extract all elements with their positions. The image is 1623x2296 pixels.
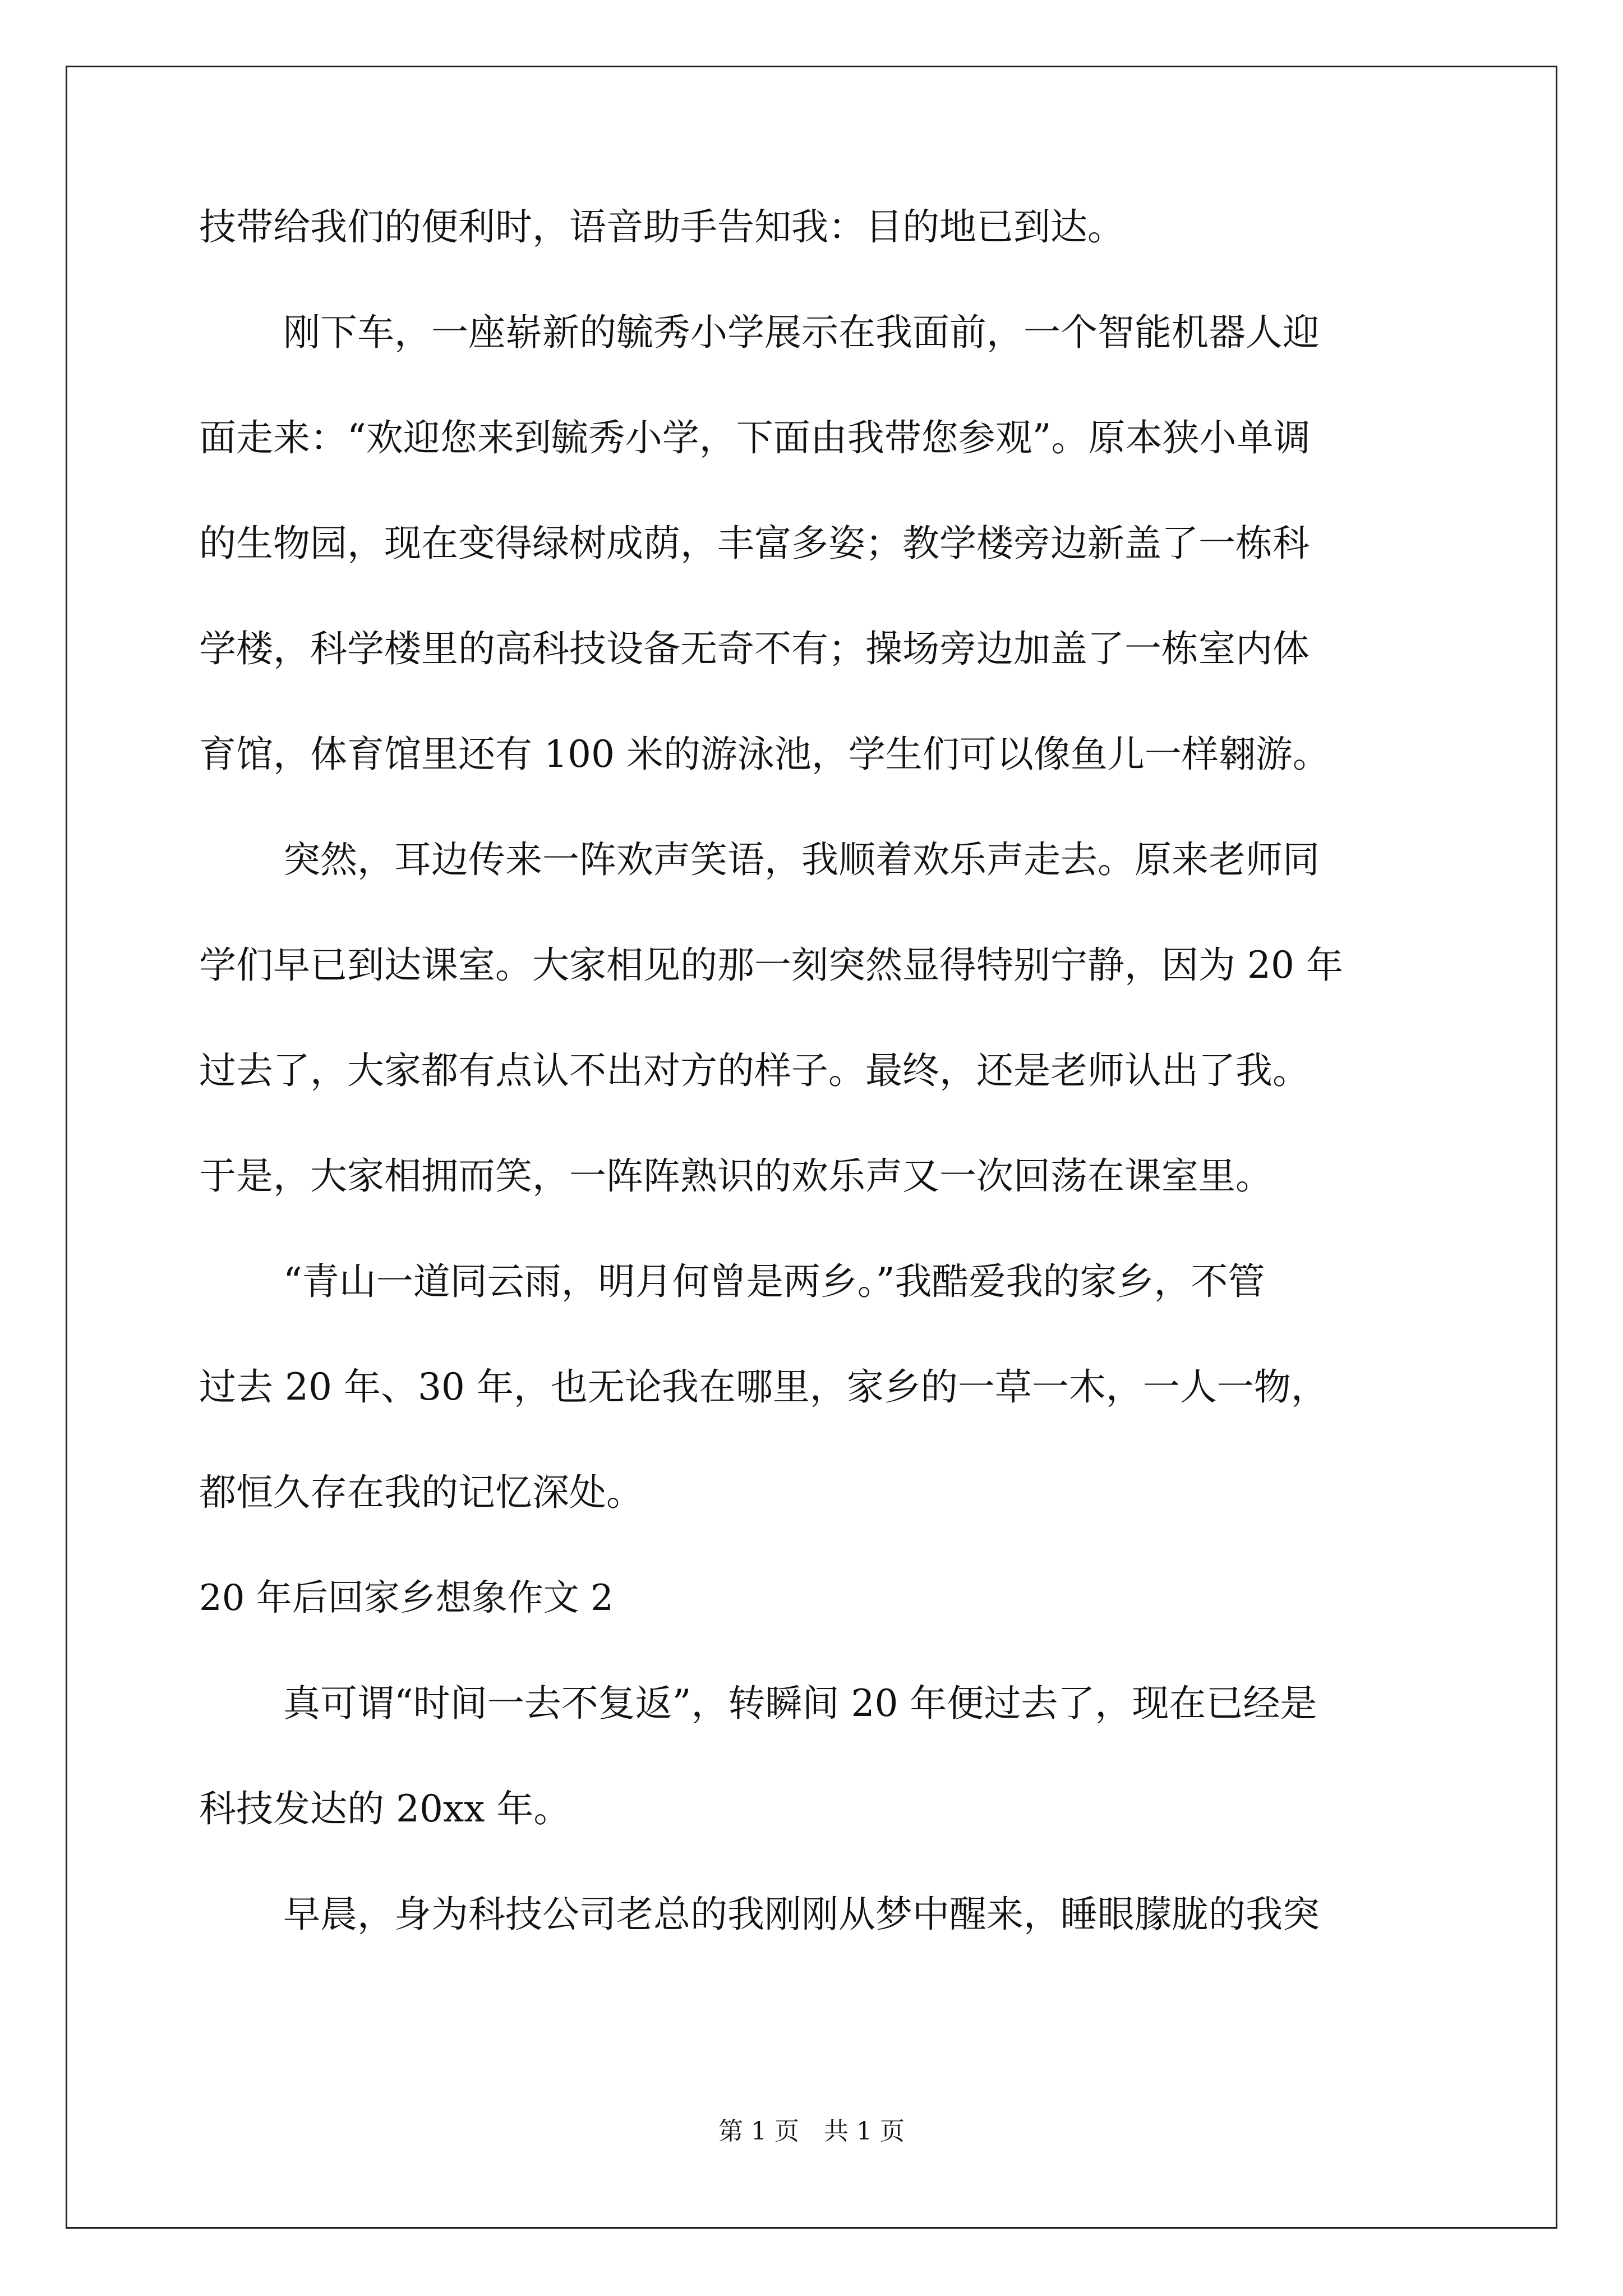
paragraph-start-line: 刚下车，一座崭新的毓秀小学展示在我面前，一个智能机器人迎	[283, 311, 1320, 354]
paragraph-start-line: “青山一道同云雨，明月何曾是两乡。”我酷爱我的家乡，不管	[283, 1260, 1265, 1303]
text-line: 技带给我们的便利时，语音助手告知我：目的地已到达。	[199, 205, 1124, 249]
text-line: 科技发达的 20xx 年。	[199, 1787, 571, 1830]
paragraph-start-line: 早晨，身为科技公司老总的我刚刚从梦中醒来，睡眼朦胧的我突	[283, 1893, 1320, 1936]
text-line: 面走来：“欢迎您来到毓秀小学，下面由我带您参观”。原本狭小单调	[199, 416, 1311, 459]
paragraph-start-line: 真可谓“时间一去不复返”，转瞬间 20 年便过去了，现在已经是	[283, 1682, 1317, 1725]
text-line: 于是，大家相拥而笑，一阵阵熟识的欢乐声又一次回荡在课室里。	[199, 1154, 1272, 1198]
text-line: 过去 20 年、30 年，也无论我在哪里，家乡的一草一木，一人一物，	[199, 1365, 1328, 1409]
text-line: 学们早已到达课室。大家相见的那一刻突然显得特别宁静，因为 20 年	[199, 944, 1343, 987]
text-line: 学楼，科学楼里的高科技设备无奇不有；操场旁边加盖了一栋室内体	[199, 627, 1310, 670]
text-line: 的生物园，现在变得绿树成荫，丰富多姿；教学楼旁边新盖了一栋科	[199, 522, 1310, 565]
text-line: 育馆，体育馆里还有 100 米的游泳池，学生们可以像鱼儿一样翱游。	[199, 733, 1330, 776]
page-footer: 第 1 页 共 1 页	[718, 2117, 905, 2146]
text-line: 过去了，大家都有点认不出对方的样子。最终，还是老师认出了我。	[199, 1049, 1310, 1092]
paragraph-start-line: 突然，耳边传来一阵欢声笑语，我顺着欢乐声走去。原来老师同	[283, 838, 1320, 881]
section-heading: 20 年后回家乡想象作文 2	[199, 1577, 614, 1619]
text-line: 都恒久存在我的记忆深处。	[199, 1471, 643, 1514]
